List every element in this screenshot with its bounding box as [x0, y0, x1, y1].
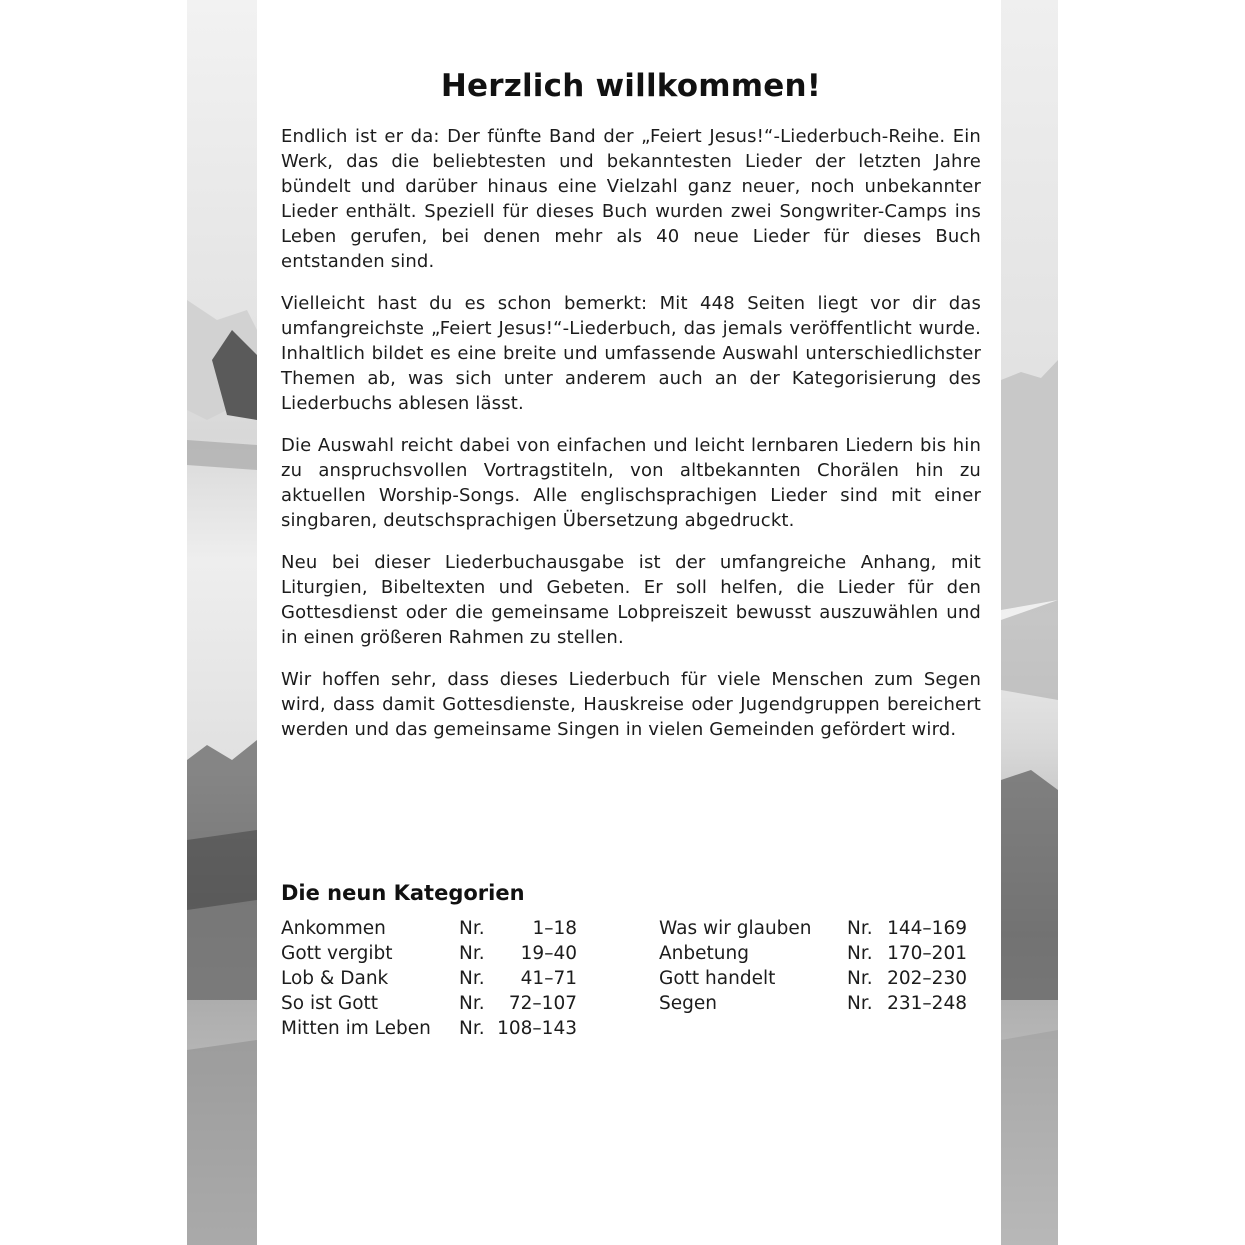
category-nr-label: Nr. [459, 943, 485, 964]
category-name: So ist Gott [281, 993, 379, 1014]
category-nr-label: Nr. [847, 968, 873, 989]
category-nr-label: Nr. [459, 918, 485, 939]
category-name: Anbetung [659, 943, 749, 964]
mountain-landscape-image [187, 0, 257, 1245]
category-row [659, 916, 967, 941]
paragraph-5: Wir hoffen sehr, dass dieses Liederbuch für viele Menschen zum Segen wird, dass damit Gottesdienste, Hauskreise oder Jugendgruppen bereichert werden und das gemeinsame Singen in vielen Gemeinden gefördert wird. [281, 669, 981, 740]
category-row [659, 941, 967, 966]
mountain-landscape-image-right [1001, 0, 1058, 1245]
categories-column-1 [281, 916, 577, 1041]
category-nr-label: Nr. [459, 968, 485, 989]
paragraph-3: Die Auswahl reicht dabei von einfachen und leicht lernbaren Liedern bis hin zu anspruchsvollen Vortragstiteln, von altbekannten Chorälen hin zu aktuellen Worship-Songs. Alle englischsprachigen Lieder sind mit einer singbaren, deutschsprachigen Übersetzung abgedruckt. [281, 435, 981, 531]
category-range: 72–107 [508, 993, 577, 1014]
category-nr-label: Nr. [459, 993, 485, 1014]
category-name: Gott handelt [659, 968, 776, 989]
category-row [281, 966, 577, 991]
category-name: Segen [659, 993, 717, 1014]
paragraph-2: Vielleicht hast du es schon bemerkt: Mit 448 Seiten liegt vor dir das umfangreichste „Feiert Jesus!“-Liederbuch, das jemals veröffentlicht wurde. Inhaltlich bildet es eine breite und umfassende Auswahl unterschiedlichster Themen ab, was sich unter anderem auch an der Kategorisierung des Liederbuchs ablesen lässt. [281, 293, 981, 414]
category-range: 19–40 [520, 943, 577, 964]
paragraph-1: Endlich ist er da: Der fünfte Band der „Feiert Jesus!“-Liederbuch-Reihe. Ein Werk, das die beliebtesten und bekanntesten Lieder der letzten Jahre bündelt und darüber hinaus eine Vielzahl ganz neuer, noch unbekannter Lieder enthält. Speziell für dieses Buch wurden zwei Songwriter-Camps ins Leben gerufen, bei denen mehr als 40 neue Lieder für dieses Buch entstanden sind. [281, 126, 981, 272]
category-name: Was wir glauben [659, 918, 812, 939]
welcome-text-block [281, 60, 981, 759]
category-row [281, 941, 577, 966]
category-range: 170–201 [887, 943, 967, 964]
category-row [281, 916, 577, 941]
category-row [659, 966, 967, 991]
category-nr-label: Nr. [847, 918, 873, 939]
category-range: 41–71 [520, 968, 577, 989]
paragraph-4: Neu bei dieser Liederbuchausgabe ist der umfangreiche Anhang, mit Liturgien, Bibeltexten und Gebeten. Er soll helfen, die Lieder für den Gottesdienst oder die gemeinsame Lobpreiszeit bewusst auszuwählen und in einen größeren Rahmen zu stellen. [281, 552, 981, 648]
category-row [281, 991, 577, 1016]
category-nr-label: Nr. [459, 1018, 485, 1039]
right-decorative-strip [1001, 0, 1058, 1245]
category-name: Mitten im Leben [281, 1018, 431, 1039]
page-title: Herzlich willkommen! [440, 68, 822, 104]
category-range: 231–248 [887, 993, 967, 1014]
document-page [187, 0, 1058, 1245]
category-nr-label: Nr. [847, 943, 873, 964]
category-range: 108–143 [497, 1018, 577, 1039]
categories-column-2 [659, 916, 967, 1016]
category-range: 1–18 [532, 918, 577, 939]
categories-heading: Die neun Kategorien [281, 881, 525, 905]
category-name: Gott vergibt [281, 943, 393, 964]
left-decorative-strip [187, 0, 257, 1245]
category-nr-label: Nr. [847, 993, 873, 1014]
category-range: 144–169 [887, 918, 967, 939]
category-row [659, 991, 967, 1016]
category-range: 202–230 [887, 968, 967, 989]
category-row [281, 1016, 577, 1041]
category-name: Lob & Dank [281, 968, 389, 989]
category-name: Ankommen [281, 918, 386, 939]
